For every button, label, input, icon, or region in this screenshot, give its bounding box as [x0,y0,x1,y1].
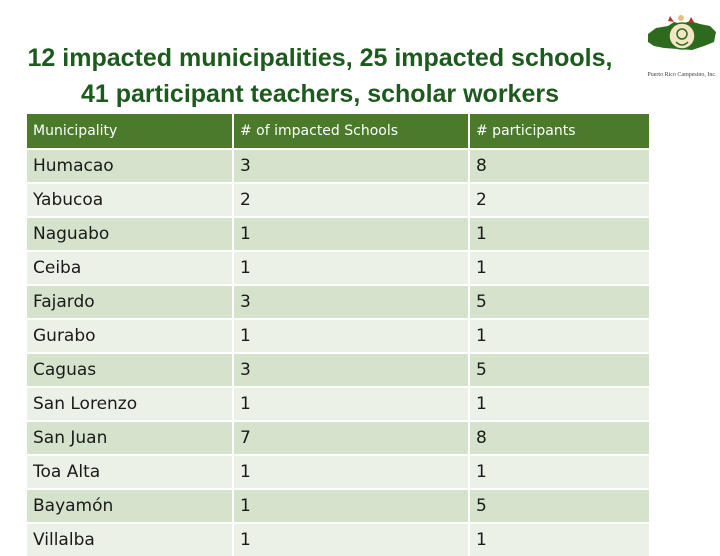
participants-cell: 1 [469,251,649,285]
table-row [27,217,649,251]
participants-cell: 1 [469,319,649,353]
municipalities-table [27,114,649,556]
municipality-cell: Bayamón [27,489,233,523]
participants-cell: 1 [469,387,649,421]
participants-cell: 2 [469,183,649,217]
municipality-cell: Ceiba [27,251,233,285]
participants-cell: 5 [469,285,649,319]
table-row [27,455,649,489]
municipality-cell: San Juan [27,421,233,455]
table-row [27,387,649,421]
table-row [27,353,649,387]
table-row [27,489,649,523]
municipality-cell: Caguas [27,353,233,387]
header-participants: # participants [469,114,649,149]
schools-cell: 1 [233,489,469,523]
municipality-cell: Villalba [27,523,233,556]
table-row [27,183,649,217]
slide-title [0,40,640,112]
municipality-cell: Yabucoa [27,183,233,217]
title-line-2: 41 participant teachers, scholar workers [81,80,559,108]
puerto-rico-map-logo-icon [644,12,720,70]
schools-cell: 1 [233,217,469,251]
schools-cell: 1 [233,455,469,489]
participants-cell: 8 [469,149,649,183]
schools-cell: 7 [233,421,469,455]
table-row [27,421,649,455]
organization-logo [644,12,720,76]
participants-cell: 1 [469,455,649,489]
table-row [27,285,649,319]
schools-cell: 1 [233,251,469,285]
municipality-cell: San Lorenzo [27,387,233,421]
schools-cell: 3 [233,285,469,319]
municipality-cell: Naguabo [27,217,233,251]
municipality-cell: Toa Alta [27,455,233,489]
table-header-row [27,114,649,149]
participants-cell: 1 [469,523,649,556]
schools-cell: 1 [233,319,469,353]
logo-caption: Puerto Rico Campesino, Inc. [647,72,717,78]
municipality-cell: Humacao [27,149,233,183]
participants-cell: 1 [469,217,649,251]
schools-cell: 1 [233,387,469,421]
header-impacted-schools: # of impacted Schools [233,114,469,149]
municipality-cell: Fajardo [27,285,233,319]
schools-cell: 3 [233,149,469,183]
header-municipality: Municipality [27,114,233,149]
schools-cell: 2 [233,183,469,217]
participants-cell: 5 [469,489,649,523]
table-row [27,319,649,353]
participants-cell: 8 [469,421,649,455]
title-line-1: 12 impacted municipalities, 25 impacted schools, [27,44,613,72]
table-row [27,251,649,285]
schools-cell: 1 [233,523,469,556]
table-row [27,149,649,183]
participants-cell: 5 [469,353,649,387]
schools-cell: 3 [233,353,469,387]
municipality-cell: Gurabo [27,319,233,353]
